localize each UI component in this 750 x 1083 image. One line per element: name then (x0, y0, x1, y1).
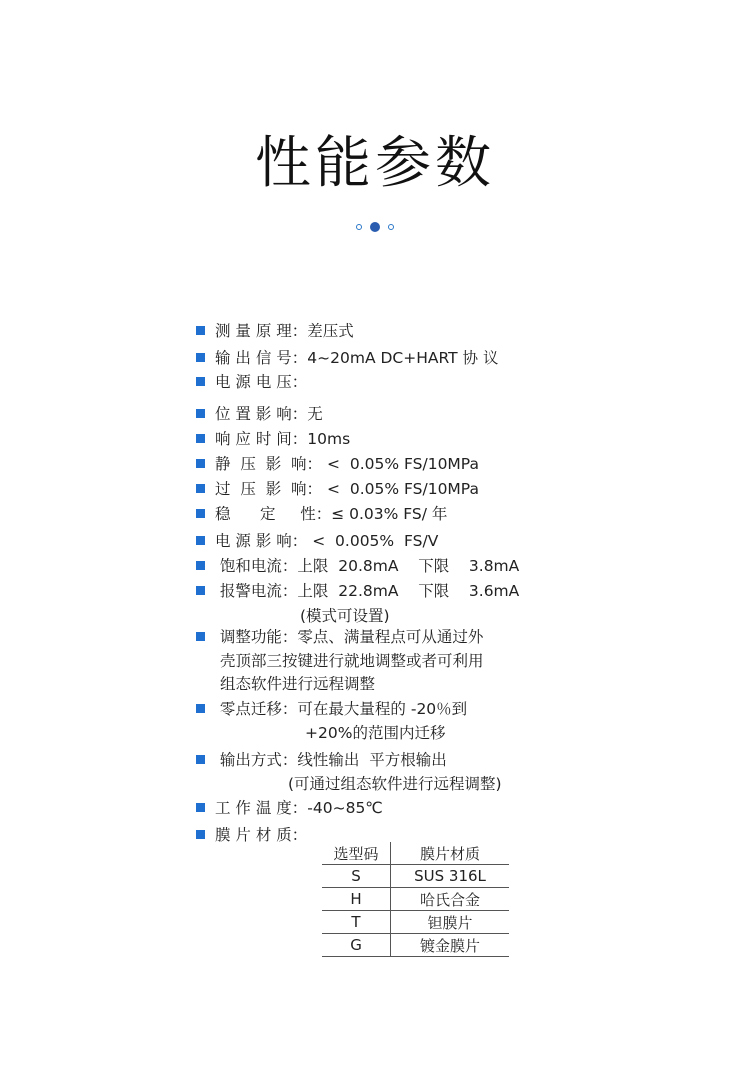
table-row (322, 865, 509, 888)
spec-output-mode: 输出方式：线性输出 平方根输出 (196, 749, 447, 771)
bullet-icon (196, 830, 205, 839)
bullet-icon (196, 409, 205, 418)
table-cell: H (322, 888, 391, 911)
spec-diaphragm-material: 膜 片 材 质： (196, 824, 307, 846)
bullet-icon (196, 561, 205, 570)
table-header: 膜片材质 (391, 842, 510, 865)
spec-zero-shift: 零点迁移：可在最大量程的 -20％到 (196, 698, 467, 720)
bullet-icon (196, 586, 205, 595)
spec-measure-principle: 测 量 原 理：差压式 (196, 320, 354, 342)
spec-static-pressure: 静 压 影 响： < 0.05% FS/10MPa (196, 453, 479, 475)
table-cell: SUS 316L (391, 865, 510, 888)
bullet-icon (196, 434, 205, 443)
table-cell: 哈氏合金 (391, 888, 510, 911)
spec-working-temp: 工 作 温 度：-40~85℃ (196, 797, 383, 819)
bullet-icon (196, 509, 205, 518)
zero-line-2: +20%的范围内迁移 (305, 724, 446, 742)
spec-power-voltage: 电 源 电 压： (196, 371, 307, 393)
bullet-icon (196, 326, 205, 335)
table-row (322, 911, 509, 934)
bullet-icon (196, 704, 205, 713)
spec-stability: 稳 定 性：≤ 0.03% FS/ 年 (196, 503, 447, 525)
spec-alarm-current: 报警电流：上限 22.8mA 下限 3.6mA (196, 580, 519, 602)
indicator-dot (388, 224, 394, 230)
table-header: 选型码 (322, 842, 391, 865)
table-cell: G (322, 934, 391, 957)
spec-saturation-current: 饱和电流：上限 20.8mA 下限 3.8mA (196, 555, 519, 577)
table-cell: 镀金膜片 (391, 934, 510, 957)
bullet-icon (196, 803, 205, 812)
spec-overpressure: 过 压 影 响： < 0.05% FS/10MPa (196, 478, 479, 500)
bullet-icon (196, 459, 205, 468)
material-table (322, 842, 509, 957)
bullet-icon (196, 377, 205, 386)
indicator-dot (356, 224, 362, 230)
output-note: (可通过组态软件进行远程调整) (288, 775, 502, 793)
spec-output-signal: 输 出 信 号：4~20mA DC+HART 协 议 (196, 347, 498, 369)
bullet-icon (196, 484, 205, 493)
spec-position-effect: 位 置 影 响：无 (196, 403, 323, 425)
table-cell: T (322, 911, 391, 934)
spec-power-effect: 电 源 影 响： < 0.005% FS/V (196, 530, 438, 552)
bullet-icon (196, 755, 205, 764)
adjust-line-2: 壳顶部三按键进行就地调整或者可利用 (220, 652, 484, 670)
table-header-row (322, 842, 509, 865)
alarm-note: (模式可设置) (300, 607, 390, 625)
table-row (322, 888, 509, 911)
indicator-dot-active (370, 222, 380, 232)
page-indicator (0, 222, 750, 232)
adjust-line-3: 组态软件进行远程调整 (220, 675, 376, 693)
bullet-icon (196, 536, 205, 545)
bullet-icon (196, 632, 205, 641)
spec-response-time: 响 应 时 间：10ms (196, 428, 350, 450)
table-row (322, 934, 509, 957)
table-cell: 钽膜片 (391, 911, 510, 934)
spec-adjust-function: 调整功能：零点、满量程点可从通过外 (196, 626, 483, 648)
page-title: 性能参数 (255, 131, 495, 196)
bullet-icon (196, 353, 205, 362)
table-cell: S (322, 865, 391, 888)
